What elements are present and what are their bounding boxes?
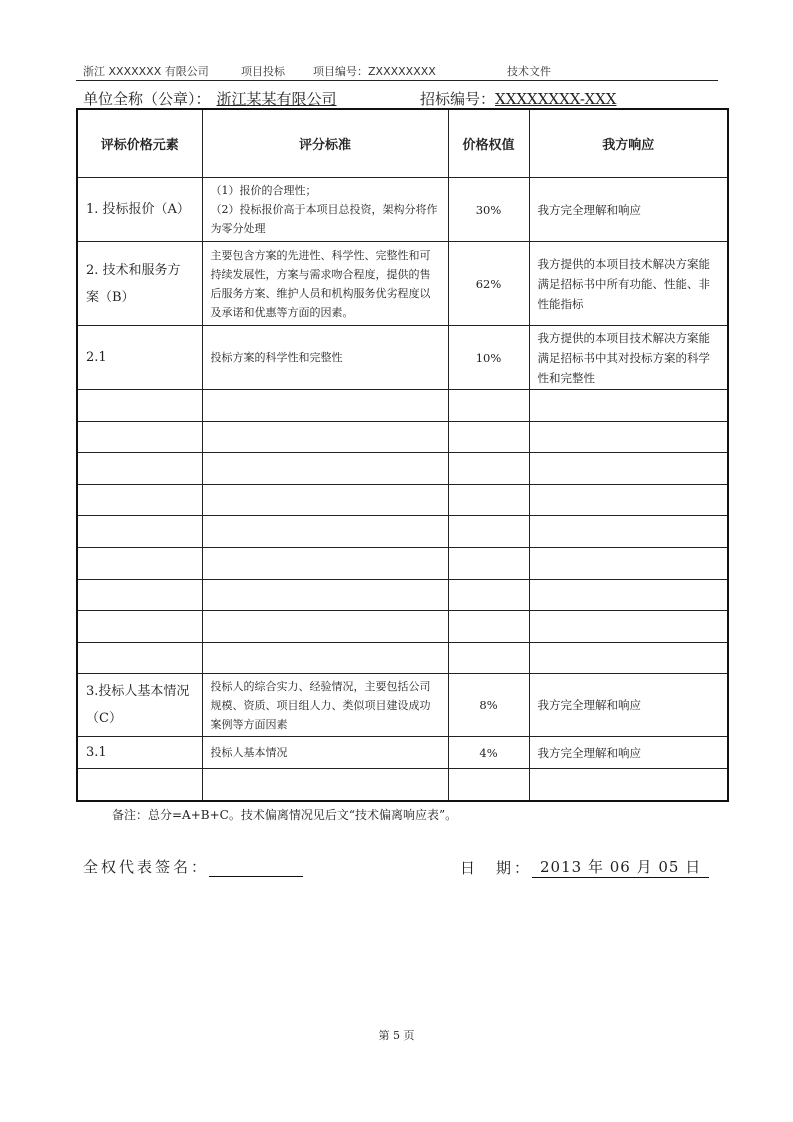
- empty-cell: [202, 516, 448, 548]
- empty-cell: [202, 390, 448, 422]
- empty-cell: [202, 547, 448, 579]
- empty-cell: [77, 769, 202, 801]
- empty-table-row: [77, 642, 728, 674]
- bid-value: XXXXXXXX-XXX: [495, 90, 617, 108]
- empty-cell: [448, 484, 529, 516]
- empty-table-row: [77, 769, 728, 801]
- empty-table-row: [77, 421, 728, 453]
- empty-cell: [77, 579, 202, 611]
- empty-cell: [448, 421, 529, 453]
- header-company: 浙江 XXXXXXX 有限公司: [83, 65, 209, 78]
- table-row: [77, 178, 728, 242]
- bid-number-line: [420, 88, 616, 109]
- bid-label: 招标编号：: [420, 90, 496, 108]
- col-header-element: 评标价格元素: [77, 109, 202, 178]
- empty-cell: [202, 484, 448, 516]
- cell-weight: 30%: [448, 178, 529, 242]
- empty-cell: [77, 484, 202, 516]
- unit-name-line: [83, 88, 343, 109]
- cell-element: 3.投标人基本情况（C）: [77, 674, 202, 737]
- cell-criteria: 投标人基本情况: [202, 737, 448, 769]
- empty-cell: [77, 453, 202, 485]
- cell-response: 我方完全理解和响应: [529, 737, 728, 769]
- cell-weight: 62%: [448, 242, 529, 326]
- empty-cell: [448, 453, 529, 485]
- cell-criteria: 主要包含方案的先进性、科学性、完整性和可持续发展性，方案与需求吻合程度，提供的售后服务方案、维护人员和机构服务优劣程度以及承诺和优惠等方面的因素。: [202, 242, 448, 326]
- cell-response: 我方提供的本项目技术解决方案能满足招标书中其对投标方案的科学性和完整性: [529, 326, 728, 390]
- header-project: 项目投标: [241, 65, 285, 78]
- empty-cell: [448, 516, 529, 548]
- empty-cell: [202, 421, 448, 453]
- empty-table-row: [77, 547, 728, 579]
- empty-cell: [529, 421, 728, 453]
- cell-criteria: 投标方案的科学性和完整性: [202, 326, 448, 390]
- cell-element: 1. 投标报价（A）: [77, 178, 202, 242]
- empty-cell: [529, 484, 728, 516]
- empty-table-row: [77, 579, 728, 611]
- empty-cell: [202, 579, 448, 611]
- empty-cell: [202, 642, 448, 674]
- empty-cell: [529, 769, 728, 801]
- date-value: 2013 年 06 月 05 日: [532, 856, 709, 878]
- table-row: [77, 326, 728, 390]
- empty-cell: [77, 421, 202, 453]
- empty-cell: [529, 516, 728, 548]
- cell-element: 2.1: [77, 326, 202, 390]
- empty-cell: [77, 516, 202, 548]
- empty-cell: [77, 611, 202, 643]
- cell-response: 我方提供的本项目技术解决方案能满足招标书中所有功能、性能、非性能指标: [529, 242, 728, 326]
- empty-table-row: [77, 390, 728, 422]
- empty-cell: [448, 769, 529, 801]
- empty-cell: [448, 390, 529, 422]
- cell-criteria: 投标人的综合实力、经验情况，主要包括公司规模、资质、项目组人力、类似项目建设成功案例等方面因素: [202, 674, 448, 737]
- table-header-row: [77, 109, 728, 178]
- empty-cell: [529, 547, 728, 579]
- empty-cell: [202, 453, 448, 485]
- empty-table-row: [77, 484, 728, 516]
- empty-cell: [202, 769, 448, 801]
- scoring-table: [76, 108, 729, 802]
- table-row: [77, 242, 728, 326]
- empty-cell: [529, 642, 728, 674]
- empty-cell: [77, 642, 202, 674]
- empty-cell: [529, 579, 728, 611]
- cell-element: 2. 技术和服务方案（B）: [77, 242, 202, 326]
- date-label: 日 期：: [460, 859, 533, 877]
- col-header-weight: 价格权值: [448, 109, 529, 178]
- empty-cell: [448, 547, 529, 579]
- cell-response: 我方完全理解和响应: [529, 674, 728, 737]
- signature-label: 全权代表签名：: [83, 858, 210, 876]
- cell-response: 我方完全理解和响应: [529, 178, 728, 242]
- cell-weight: 10%: [448, 326, 529, 390]
- empty-cell: [448, 642, 529, 674]
- signature-field[interactable]: [209, 858, 303, 877]
- page-number: 第 5 页: [378, 1029, 415, 1042]
- unit-value: 浙江某某有限公司: [216, 90, 337, 108]
- empty-cell: [529, 453, 728, 485]
- empty-table-row: [77, 453, 728, 485]
- empty-cell: [529, 611, 728, 643]
- date-line: [460, 856, 709, 878]
- cell-element: 3.1: [77, 737, 202, 769]
- table-row: [77, 674, 728, 737]
- empty-cell: [77, 390, 202, 422]
- empty-table-row: [77, 611, 728, 643]
- empty-cell: [77, 547, 202, 579]
- cell-criteria: （1）报价的合理性； （2）投标报价高于本项目总投资，架构分将作为零分处理: [202, 178, 448, 242]
- table-row: [77, 737, 728, 769]
- empty-cell: [448, 579, 529, 611]
- empty-cell: [529, 390, 728, 422]
- empty-cell: [202, 611, 448, 643]
- signature-line: [83, 856, 303, 877]
- col-header-response: 我方响应: [529, 109, 728, 178]
- header-divider: [76, 80, 718, 81]
- remark-note: 备注：总分=A+B+C。技术偏离情况见后文“技术偏离响应表”。: [112, 808, 458, 822]
- empty-table-row: [77, 516, 728, 548]
- col-header-criteria: 评分标准: [202, 109, 448, 178]
- cell-weight: 8%: [448, 674, 529, 737]
- header-project-no: 项目编号：ZXXXXXXXX: [313, 65, 436, 78]
- header-doc-type: 技术文件: [507, 65, 551, 78]
- cell-weight: 4%: [448, 737, 529, 769]
- unit-label: 单位全称（公章）：: [83, 90, 211, 108]
- empty-cell: [448, 611, 529, 643]
